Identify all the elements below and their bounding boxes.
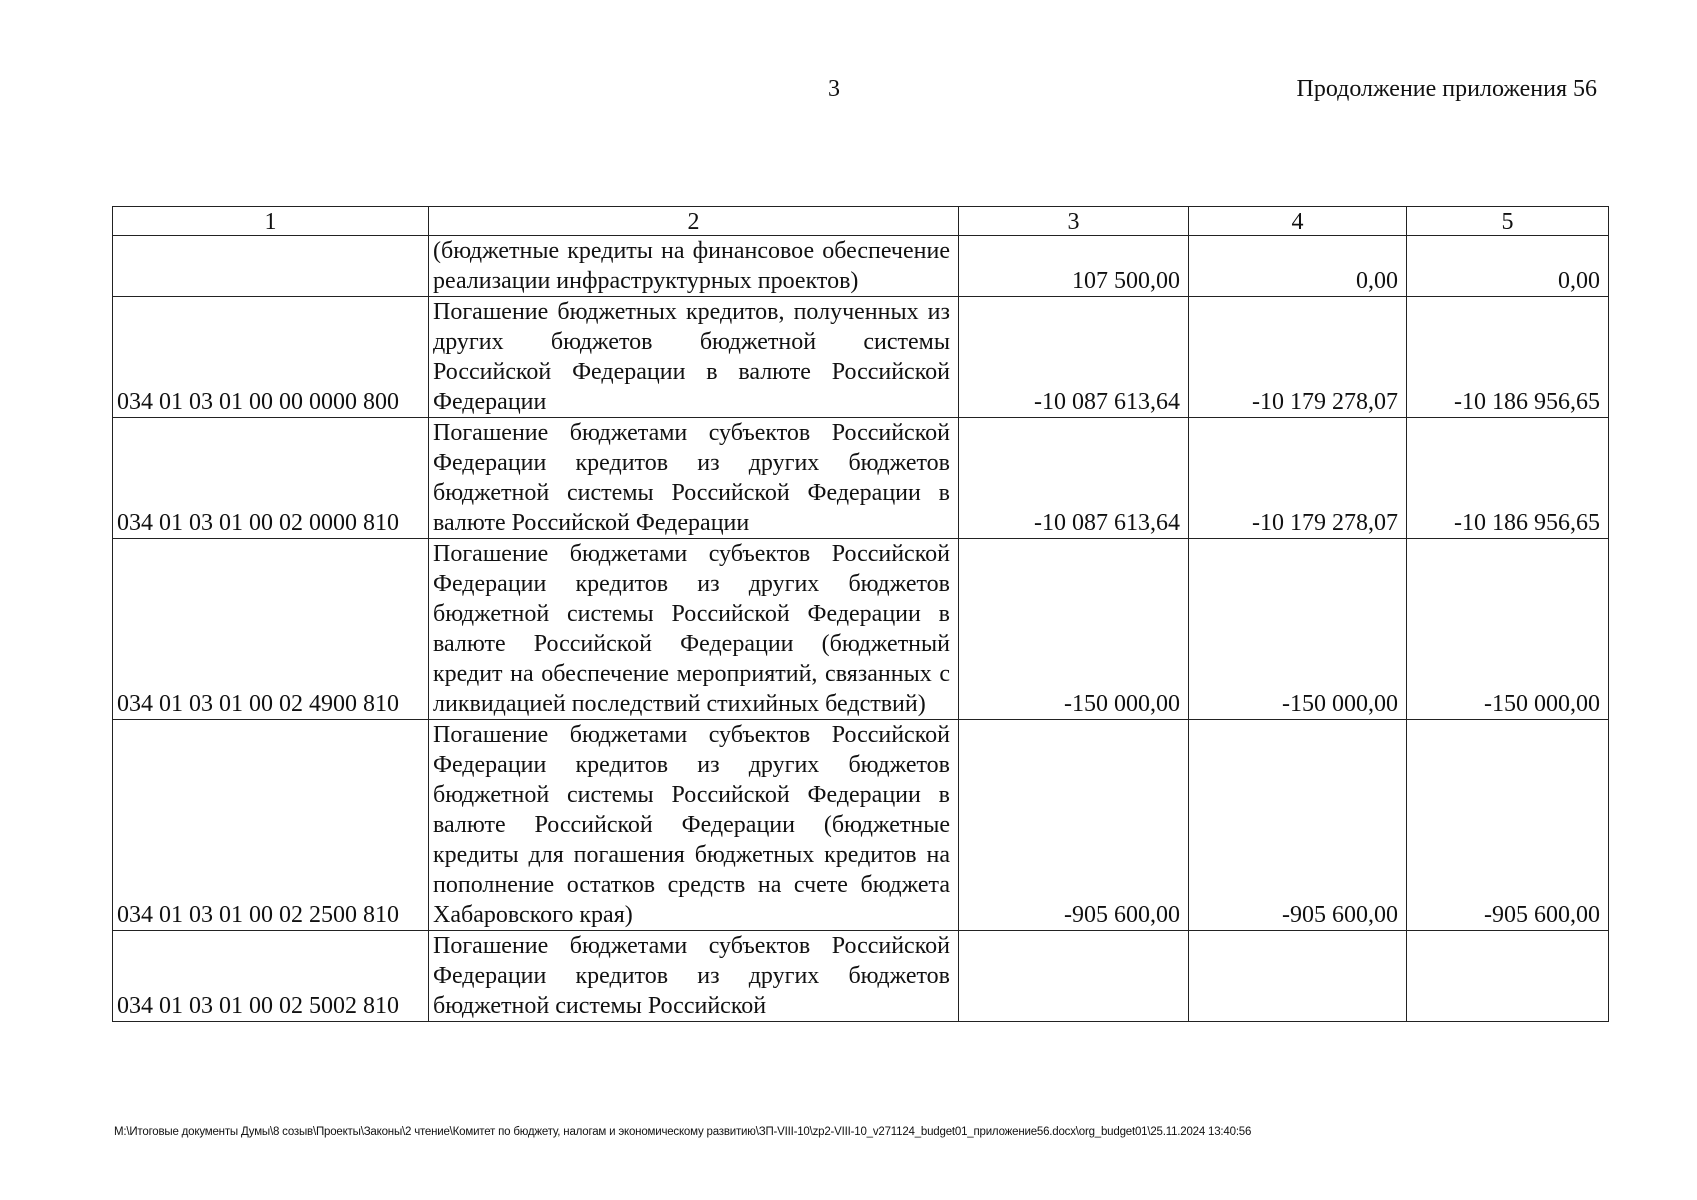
amount-col3-cell xyxy=(959,931,1189,1022)
appendix-continuation-note: Продолжение приложения 56 xyxy=(1296,76,1597,102)
page-number: 3 xyxy=(828,76,840,102)
budget-code-cell: 034 01 03 01 00 00 0000 800 xyxy=(113,297,429,418)
description-cell: Погашение бюджетами субъектов Российской Федерации кредитов из других бюджетов бюджетной системы Российской Федерации в валюте Российской Федерации (бюджетные кредиты для погашения бюджетных кредитов на пополнение остатков средств на счете бюджета Хабаровского края) xyxy=(429,720,959,931)
amount-col3-cell: -10 087 613,64 xyxy=(959,297,1189,418)
table-row xyxy=(113,236,1609,297)
amount-col4-cell xyxy=(1189,931,1407,1022)
amount-col4-cell: -10 179 278,07 xyxy=(1189,418,1407,539)
budget-sources-table xyxy=(112,206,1609,1022)
amount-col5-cell xyxy=(1407,931,1609,1022)
amount-col5-cell: -905 600,00 xyxy=(1407,720,1609,931)
table-row xyxy=(113,720,1609,931)
description-cell: (бюджетные кредиты на финансовое обеспечение реализации инфраструктурных проектов) xyxy=(429,236,959,297)
table-row xyxy=(113,297,1609,418)
column-header-5: 5 xyxy=(1407,207,1609,236)
description-cell: Погашение бюджетных кредитов, полученных из других бюджетов бюджетной системы Российской Федерации в валюте Российской Федерации xyxy=(429,297,959,418)
budget-code-cell: 034 01 03 01 00 02 0000 810 xyxy=(113,418,429,539)
amount-col5-cell: 0,00 xyxy=(1407,236,1609,297)
amount-col3-cell: -150 000,00 xyxy=(959,539,1189,720)
amount-col5-cell: -150 000,00 xyxy=(1407,539,1609,720)
amount-col4-cell: -10 179 278,07 xyxy=(1189,297,1407,418)
amount-col4-cell: 0,00 xyxy=(1189,236,1407,297)
description-cell: Погашение бюджетами субъектов Российской Федерации кредитов из других бюджетов бюджетной системы Российской Федерации в валюте Российской Федерации (бюджетный кредит на обеспечение мероприятий, связанных с ликвидацией последствий стихийных бедствий) xyxy=(429,539,959,720)
table-header-row xyxy=(113,207,1609,236)
table-row xyxy=(113,418,1609,539)
table-row xyxy=(113,539,1609,720)
amount-col4-cell: -150 000,00 xyxy=(1189,539,1407,720)
budget-code-cell: 034 01 03 01 00 02 2500 810 xyxy=(113,720,429,931)
amount-col3-cell: 107 500,00 xyxy=(959,236,1189,297)
amount-col3-cell: -905 600,00 xyxy=(959,720,1189,931)
description-cell: Погашение бюджетами субъектов Российской Федерации кредитов из других бюджетов бюджетной системы Российской xyxy=(429,931,959,1022)
column-header-2: 2 xyxy=(429,207,959,236)
amount-col3-cell: -10 087 613,64 xyxy=(959,418,1189,539)
budget-code-cell: 034 01 03 01 00 02 5002 810 xyxy=(113,931,429,1022)
column-header-4: 4 xyxy=(1189,207,1407,236)
amount-col4-cell: -905 600,00 xyxy=(1189,720,1407,931)
budget-code-cell xyxy=(113,236,429,297)
column-header-3: 3 xyxy=(959,207,1189,236)
column-header-1: 1 xyxy=(113,207,429,236)
table-row xyxy=(113,931,1609,1022)
budget-code-cell: 034 01 03 01 00 02 4900 810 xyxy=(113,539,429,720)
amount-col5-cell: -10 186 956,65 xyxy=(1407,418,1609,539)
document-file-path: M:\Итоговые документы Думы\8 созыв\Проекты\Законы\2 чтение\Комитет по бюджету, налогам и экономическому развитию\ЗП-VIII-10\zp2-VIII-10_v271124_budget01_приложение56.docx\org_budget01\25.11.2024 13:40:56 xyxy=(114,1126,1252,1138)
description-cell: Погашение бюджетами субъектов Российской Федерации кредитов из других бюджетов бюджетной системы Российской Федерации в валюте Российской Федерации xyxy=(429,418,959,539)
amount-col5-cell: -10 186 956,65 xyxy=(1407,297,1609,418)
